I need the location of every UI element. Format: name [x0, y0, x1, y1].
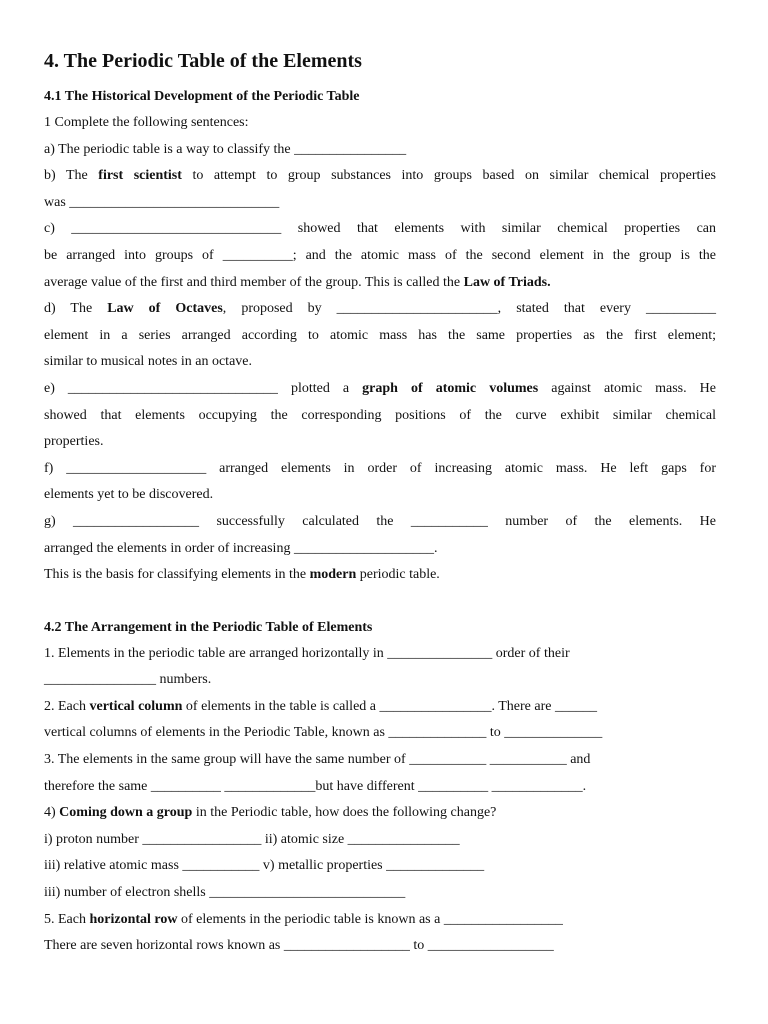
text-line: 1 Complete the following sentences: [44, 115, 249, 130]
line-text: average value of the first and third member of the group. This is called the [44, 274, 464, 290]
text-line: element in a series arranged according to atomic mass has the same properties as the first element; [44, 327, 716, 343]
text-line [44, 694, 716, 721]
bold-term: modern [309, 567, 357, 583]
text-line: iii) number of electron shells ____________________________ [44, 885, 406, 901]
line-text: 2. Each [44, 698, 90, 714]
bold-term: horizontal row [89, 911, 178, 927]
text-line [44, 163, 716, 190]
line-text: against atomic mass. He [538, 380, 716, 396]
text-line [44, 376, 716, 403]
text-line: a) The periodic table is a way to classify the ________________ [44, 141, 407, 157]
section-heading: 4.1 The Historical Development of the Periodic Table [44, 89, 360, 104]
worksheet-page [44, 48, 716, 960]
text-line: There are seven horizontal rows known as __________________ to __________________ [44, 938, 554, 954]
section-arrangement [44, 615, 716, 960]
text-line: be arranged into groups of __________; and the atomic mass of the second element in the group is the [44, 247, 716, 263]
section-spacer [44, 589, 716, 615]
text-line: was ______________________________ [44, 194, 280, 210]
text-line: 1. Elements in the periodic table are arranged horizontally in _______________ order of their [44, 645, 570, 661]
text-line [44, 800, 716, 827]
bold-term: Coming down a group [59, 805, 193, 821]
text-line: i) proton number _________________ ii) atomic size ________________ [44, 831, 460, 847]
text-line: similar to musical notes in an octave. [44, 354, 253, 370]
line-text: b) The [44, 168, 99, 184]
bold-term: Law of Octaves [107, 301, 223, 317]
text-line: showed that elements occupying the corresponding positions of the curve exhibit similar chemical [44, 407, 716, 423]
bold-term: graph of atomic volumes [362, 380, 539, 396]
text-line: properties. [44, 434, 104, 450]
line-text: 4) [44, 805, 60, 821]
page-title: 4. The Periodic Table of the Elements [44, 50, 362, 72]
line-text: periodic table. [356, 567, 440, 583]
section-lines [44, 641, 716, 960]
section-lines [44, 110, 716, 589]
text-line: ________________ numbers. [44, 672, 212, 688]
line-text: e) ______________________________ plotted a [44, 380, 363, 396]
text-line: vertical columns of elements in the Periodic Table, known as ______________ to ______________ [44, 725, 603, 741]
text-line: 3. The elements in the same group will have the same number of ___________ ___________ and [44, 752, 591, 768]
line-text: This is the basis for classifying elements in the [44, 567, 310, 583]
bold-term: first scientist [98, 168, 182, 184]
text-line: g) __________________ successfully calculated the ___________ number of the elements. He [44, 513, 716, 529]
section-historical-development [44, 84, 716, 589]
line-text: , proposed by _______________________, stated that every __________ [222, 301, 716, 317]
text-line: therefore the same __________ _____________but have different __________ _____________. [44, 778, 587, 794]
text-line: f) ____________________ arranged elements in order of increasing atomic mass. He left gaps for [44, 460, 716, 476]
section-heading: 4.2 The Arrangement in the Periodic Table of Elements [44, 619, 373, 635]
text-line [44, 562, 716, 589]
line-text: of elements in the periodic table is known as a _________________ [177, 911, 563, 927]
text-line: arranged the elements in order of increasing ____________________. [44, 540, 438, 556]
line-text: 5. Each [44, 911, 90, 927]
bold-term: vertical column [89, 698, 183, 714]
text-line [44, 270, 716, 297]
line-text: in the Periodic table, how does the following change? [192, 805, 497, 821]
text-line: elements yet to be discovered. [44, 487, 214, 503]
line-text: to attempt to group substances into groups based on similar chemical properties [181, 168, 716, 184]
text-line: c) ______________________________ showed that elements with similar chemical properties can [44, 221, 716, 237]
text-line [44, 296, 716, 323]
line-text: d) The [44, 301, 108, 317]
text-line [44, 907, 716, 934]
line-text: of elements in the table is called a ________________. There are ______ [182, 698, 597, 714]
bold-term: Law of Triads. [463, 274, 551, 290]
text-line: iii) relative atomic mass ___________ v) metallic properties ______________ [44, 858, 485, 874]
